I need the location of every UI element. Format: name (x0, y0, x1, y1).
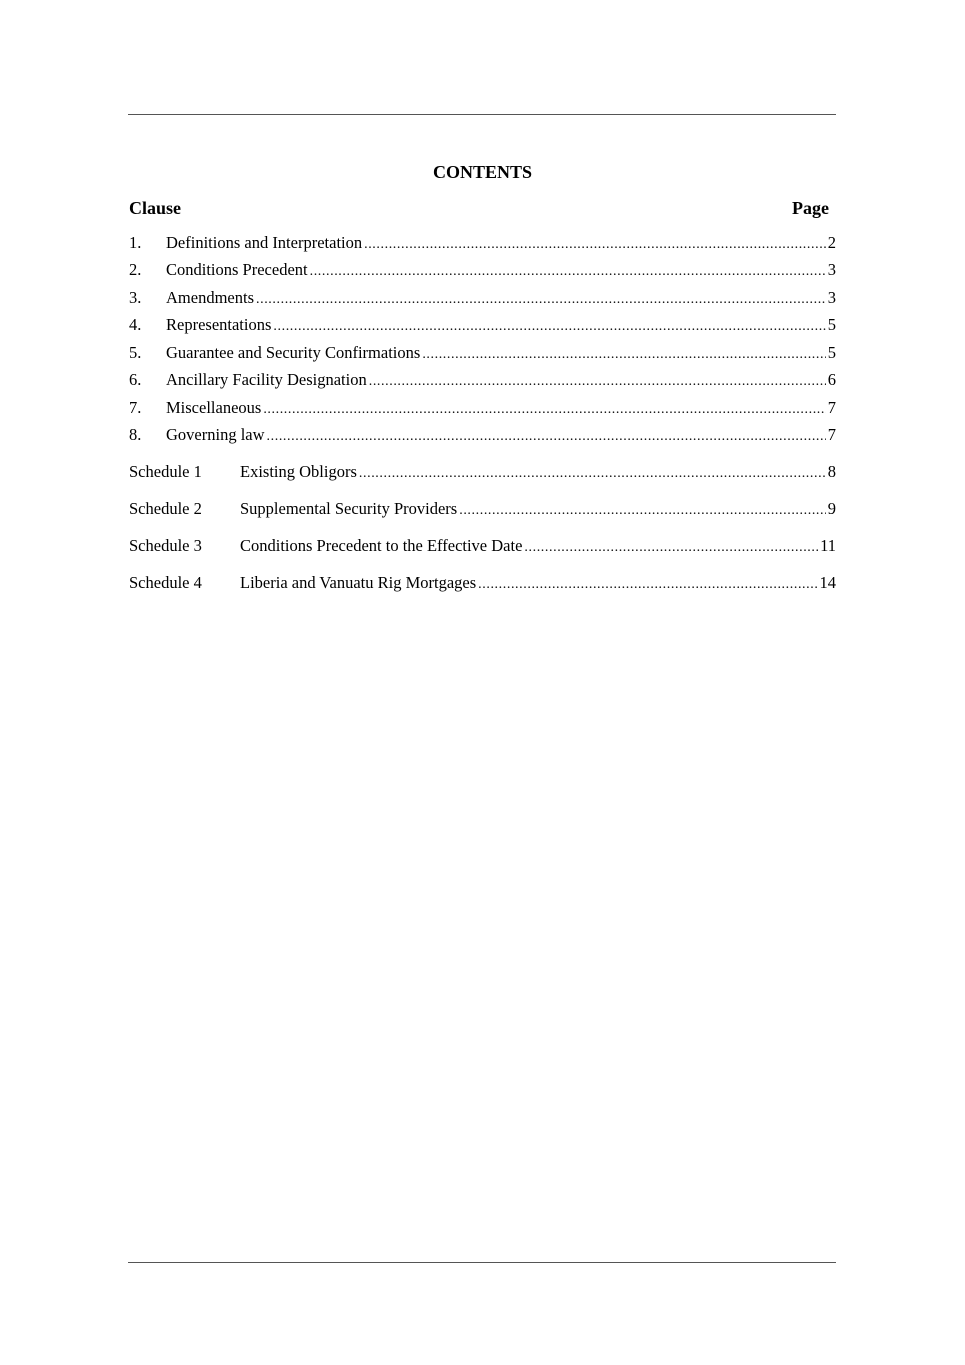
clause-title: Definitions and Interpretation (166, 233, 363, 252)
page-number: 5 (827, 343, 836, 362)
page-number: 6 (827, 370, 836, 389)
clause-title: Governing law (166, 425, 265, 444)
page-column-header: Page (792, 198, 829, 218)
clause-column-header: Clause (129, 198, 182, 218)
page-number: 2 (827, 233, 836, 252)
clause-title: Conditions Precedent (166, 260, 308, 279)
toc-entry-clause-6[interactable] (129, 369, 836, 391)
clause-number: 2. (129, 260, 142, 279)
clause-title: Ancillary Facility Designation (166, 370, 367, 389)
contents-title: CONTENTS (432, 162, 533, 182)
clause-number: 8. (129, 425, 142, 444)
schedule-label: Schedule 4 (129, 573, 202, 592)
page-number: 3 (827, 288, 836, 307)
dot-leader (369, 371, 826, 393)
page-number: 3 (827, 260, 836, 279)
toc-entry-clause-4[interactable] (129, 314, 836, 336)
page-number: 9 (827, 499, 836, 518)
schedule-label: Schedule 2 (129, 499, 202, 518)
schedule-title: Supplemental Security Providers (240, 499, 458, 518)
header-rule (128, 114, 836, 115)
page-number: 8 (827, 462, 836, 481)
clause-number: 3. (129, 288, 142, 307)
dot-leader (273, 316, 825, 338)
dot-leader (359, 463, 826, 485)
toc-entry-clause-1[interactable] (129, 232, 836, 254)
toc-entry-clause-5[interactable] (129, 342, 836, 364)
dot-leader (524, 537, 818, 559)
clause-number: 1. (129, 233, 142, 252)
toc-entry-schedule-4[interactable] (129, 572, 836, 594)
schedule-title: Conditions Precedent to the Effective Date (240, 536, 523, 555)
page-number: 5 (827, 315, 836, 334)
toc-entry-schedule-2[interactable] (129, 498, 836, 520)
page-number: 14 (819, 573, 836, 592)
clause-title: Amendments (166, 288, 254, 307)
dot-leader (263, 399, 825, 421)
dot-leader (459, 500, 826, 522)
clause-title: Miscellaneous (166, 398, 262, 417)
toc-entry-clause-8[interactable] (129, 424, 836, 446)
dot-leader (478, 574, 817, 596)
clause-number: 6. (129, 370, 142, 389)
dot-leader (256, 289, 826, 311)
page-number: 7 (827, 425, 836, 444)
dot-leader (267, 426, 826, 448)
schedule-title: Existing Obligors (240, 462, 357, 481)
toc-entry-schedule-1[interactable] (129, 461, 836, 483)
toc-entry-schedule-3[interactable] (129, 535, 836, 557)
dot-leader (310, 261, 826, 283)
clause-title: Guarantee and Security Confirmations (166, 343, 421, 362)
schedule-title: Liberia and Vanuatu Rig Mortgages (240, 573, 477, 592)
clause-title: Representations (166, 315, 272, 334)
toc-entry-clause-3[interactable] (129, 287, 836, 309)
page-number: 7 (827, 398, 836, 417)
toc-entry-clause-7[interactable] (129, 397, 836, 419)
clause-number: 4. (129, 315, 142, 334)
schedule-label: Schedule 1 (129, 462, 202, 481)
page-number: 11 (820, 536, 836, 555)
footer-rule (128, 1262, 836, 1263)
clause-number: 5. (129, 343, 142, 362)
dot-leader (422, 344, 825, 366)
clause-number: 7. (129, 398, 142, 417)
toc-entry-clause-2[interactable] (129, 259, 836, 281)
dot-leader (364, 234, 826, 256)
schedule-label: Schedule 3 (129, 536, 202, 555)
